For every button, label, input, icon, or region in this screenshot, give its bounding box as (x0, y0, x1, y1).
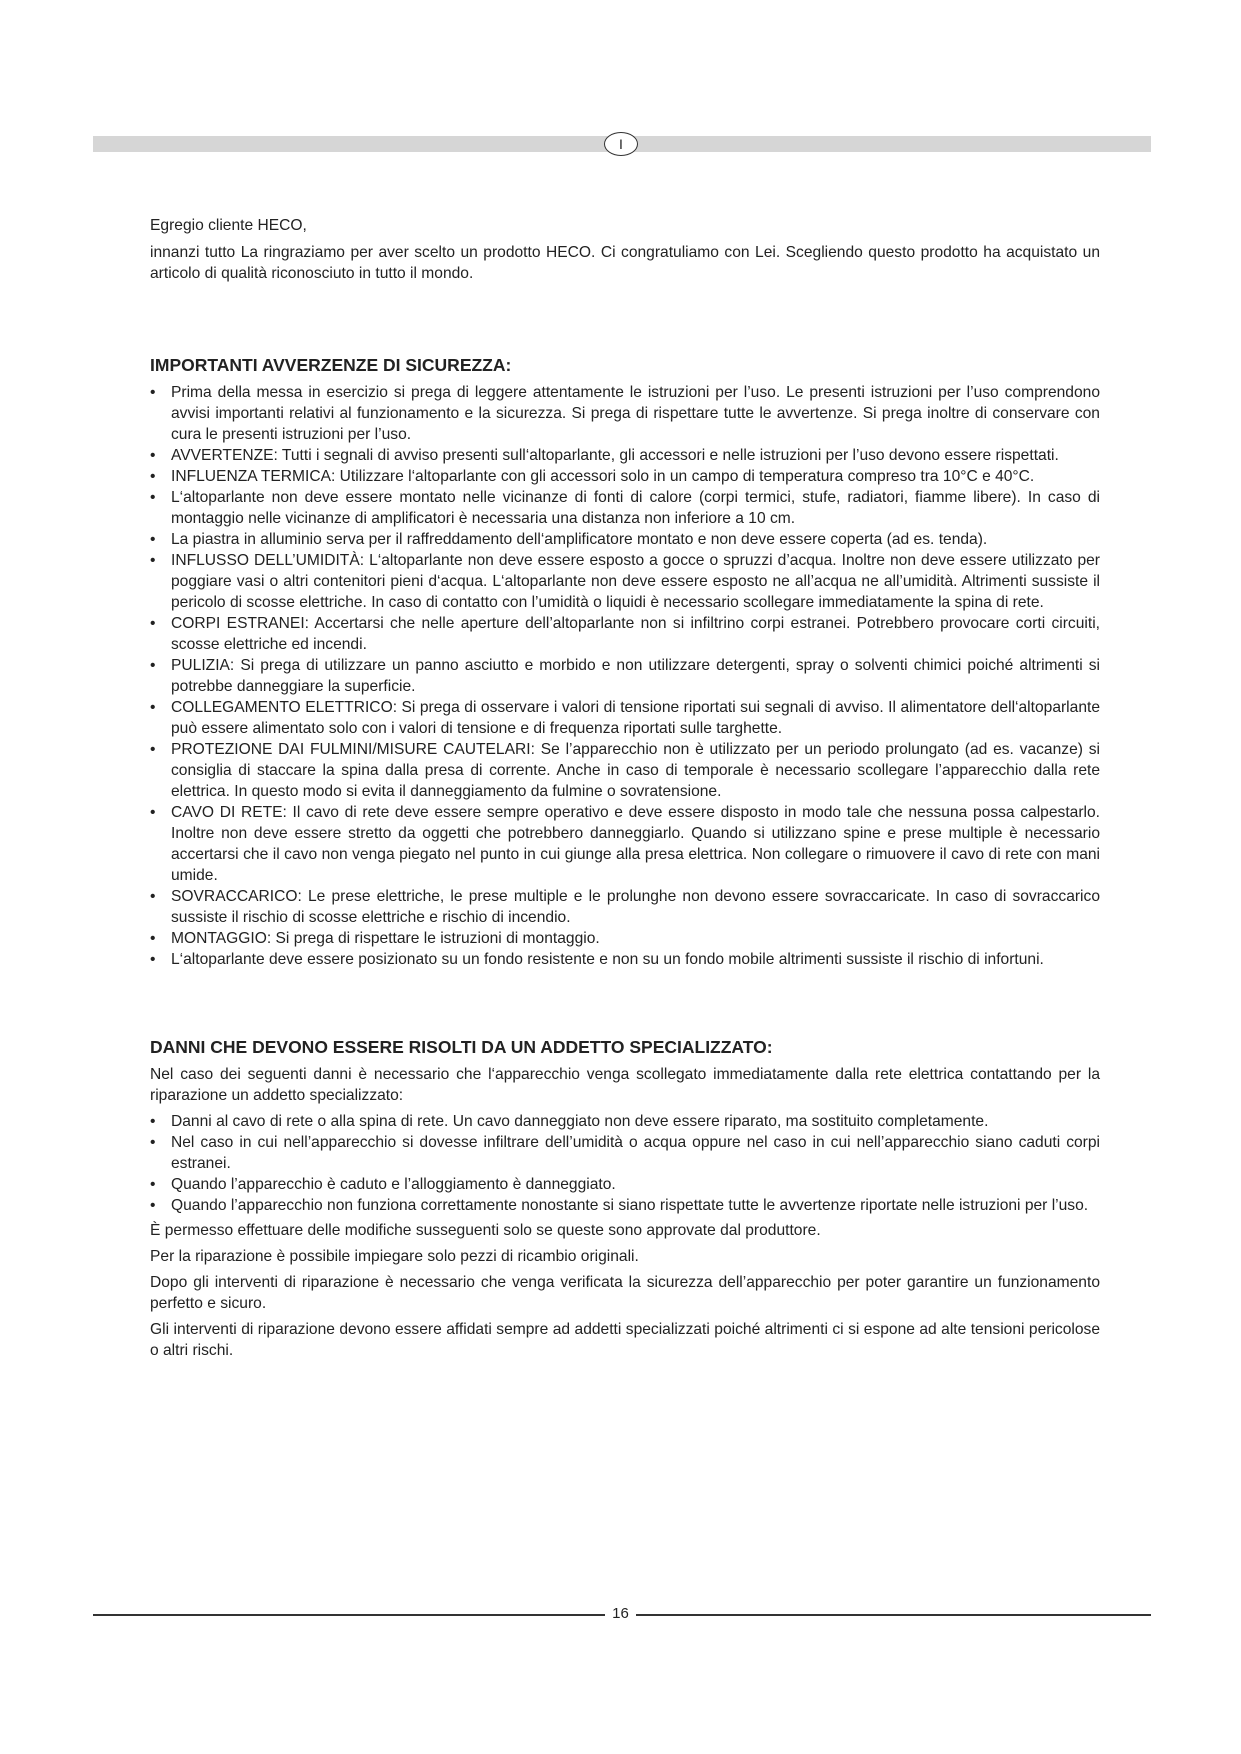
list-item: • CAVO DI RETE: Il cavo di rete deve essere sempre operativo e deve essere disposto in modo tale che nessuna possa calpestarlo. Inoltre non deve essere stretto da oggetti che potrebbero danneggiarlo. Quando si utilizzano spine e prese multiple è necessario accertarsi che il cavo non venga piegato nel punto in cui giunge alla presa elettrica. Non collegare o rimuovere il cavo di rete con mani umide. (150, 802, 1100, 886)
repairs-list (150, 1111, 1100, 1216)
list-item: • L‘altoparlante non deve essere montato nelle vicinanze di fonti di calore (corpi termici, stufe, radiatori, fiamme libere). In caso di montaggio nelle vicinanze di amplificatori è necessaria una distanza non inferiore a 10 cm. (150, 487, 1100, 529)
list-item: • INFLUSSO DELL’UMIDITÀ: L‘altoparlante non deve essere esposto a gocce o spruzzi d’acqua. Inoltre non deve essere utilizzato per poggiare vasi o altri contenitori pieni d‘acqua. L‘altoparlante non deve essere esposto ne all’acqua ne all’umidità. Altrimenti sussiste il pericolo di scosse elettriche. In caso di contatto con l’umidità o liquidi è necessario scollegare immediatamente la spina di rete. (150, 550, 1100, 613)
list-item: • Quando l’apparecchio non funziona correttamente nonostante si siano rispettate tutte le avvertenze riportate nelle istruzioni per l’uso. (150, 1195, 1100, 1216)
footer-rule-left (93, 1614, 605, 1616)
page-number: 16 (612, 1605, 629, 1622)
repairs-paragraph: Dopo gli interventi di riparazione è necessario che venga verificata la sicurezza dell’apparecchio per poter garantire un funzionamento perfetto e sicuro. (150, 1274, 1100, 1312)
language-badge: I (604, 132, 638, 156)
list-item: • AVVERTENZE: Tutti i segnali di avviso presenti sull‘altoparlante, gli accessori e nelle istruzioni per l’uso devono essere rispettati. (150, 445, 1100, 466)
repairs-heading: DANNI CHE DEVONO ESSERE RISOLTI DA UN ADDETTO SPECIALIZZATO: (150, 1037, 773, 1057)
safety-heading: IMPORTANTI AVVERZENZE DI SICUREZZA: (150, 355, 512, 375)
list-item: • Danni al cavo di rete o alla spina di rete. Un cavo danneggiato non deve essere riparato, ma sostituito completamente. (150, 1111, 1100, 1132)
list-item: • MONTAGGIO: Si prega di rispettare le istruzioni di montaggio. (150, 928, 1100, 949)
list-item: • Quando l’apparecchio è caduto e l’alloggiamento è danneggiato. (150, 1174, 1100, 1195)
repairs-intro: Nel caso dei seguenti danni è necessario che l‘apparecchio venga scollegato immediatamente dalla rete elettrica contattando per la riparazione un addetto specializzato: (150, 1066, 1100, 1104)
list-item: • PULIZIA: Si prega di utilizzare un panno asciutto e morbido e non utilizzare detergenti, spray o solventi chimici poiché altrimenti si potrebbe danneggiare la superficie. (150, 655, 1100, 697)
list-item: • Prima della messa in esercizio si prega di leggere attentamente le istruzioni per l’uso. Le presenti istruzioni per l’uso comprendono avvisi importanti relativi al funzionamento e la sicurezza. Si prega di rispettare tutte le avvertenze. Si prega inoltre di conservare con cura le presenti istruzioni per l’uso. (150, 382, 1100, 445)
greeting: Egregio cliente HECO, (150, 217, 307, 234)
safety-list (150, 382, 1100, 970)
list-item: • L‘altoparlante deve essere posizionato su un fondo resistente e non su un fondo mobile altrimenti sussiste il rischio di infortuni. (150, 949, 1100, 970)
repairs-paragraph: Per la riparazione è possibile impiegare solo pezzi di ricambio originali. (150, 1248, 639, 1265)
list-item: • La piastra in alluminio serva per il raffreddamento dell‘amplificatore montato e non deve essere coperta (ad es. tenda). (150, 529, 1100, 550)
list-item: • Nel caso in cui nell’apparecchio si dovesse infiltrare dell’umidità o acqua oppure nel caso in cui nell’apparecchio siano caduti corpi estranei. (150, 1132, 1100, 1174)
repairs-paragraph: È permesso effettuare delle modifiche susseguenti solo se queste sono approvate dal produttore. (150, 1222, 821, 1239)
list-item: • COLLEGAMENTO ELETTRICO: Si prega di osservare i valori di tensione riportati sui segnali di avviso. Il alimentatore dell‘altoparlante può essere alimentato solo con i valori di tensione e di frequenza riportati sulle targhette. (150, 697, 1100, 739)
repairs-paragraph: Gli interventi di riparazione devono essere affidati sempre ad addetti specializzati poiché altrimenti ci si espone ad alte tensioni pericolose o altri rischi. (150, 1321, 1100, 1359)
list-item: • SOVRACCARICO: Le prese elettriche, le prese multiple e le prolunghe non devono essere sovraccaricate. In caso di sovraccarico sussiste il rischio di scosse elettriche e rischio di incendio. (150, 886, 1100, 928)
document-body (150, 215, 1100, 1366)
list-item: • PROTEZIONE DAI FULMINI/MISURE CAUTELARI: Se l’apparecchio non è utilizzato per un periodo prolungato (ad es. vacanze) si consiglia di staccare la spina dalla presa di corrente. Anche in caso di temporale è necessario scollegare l’apparecchio dalla rete elettrica. In questo modo si evita il danneggiamento da fulmine o sovratensione. (150, 739, 1100, 802)
list-item: • INFLUENZA TERMICA: Utilizzare l‘altoparlante con gli accessori solo in un campo di temperatura compreso tra 10°C e 40°C. (150, 466, 1100, 487)
intro-paragraph: innanzi tutto La ringraziamo per aver scelto un prodotto HECO. Ci congratuliamo con Lei. Scegliendo questo prodotto ha acquistato un articolo di qualità riconosciuto in tutto il mondo. (150, 244, 1100, 282)
list-item: • CORPI ESTRANEI: Accertarsi che nelle aperture dell’altoparlante non si infiltrino corpi estranei. Potrebbero provocare corti circuiti, scosse elettriche ed incendi. (150, 613, 1100, 655)
footer-rule-right (636, 1614, 1151, 1616)
